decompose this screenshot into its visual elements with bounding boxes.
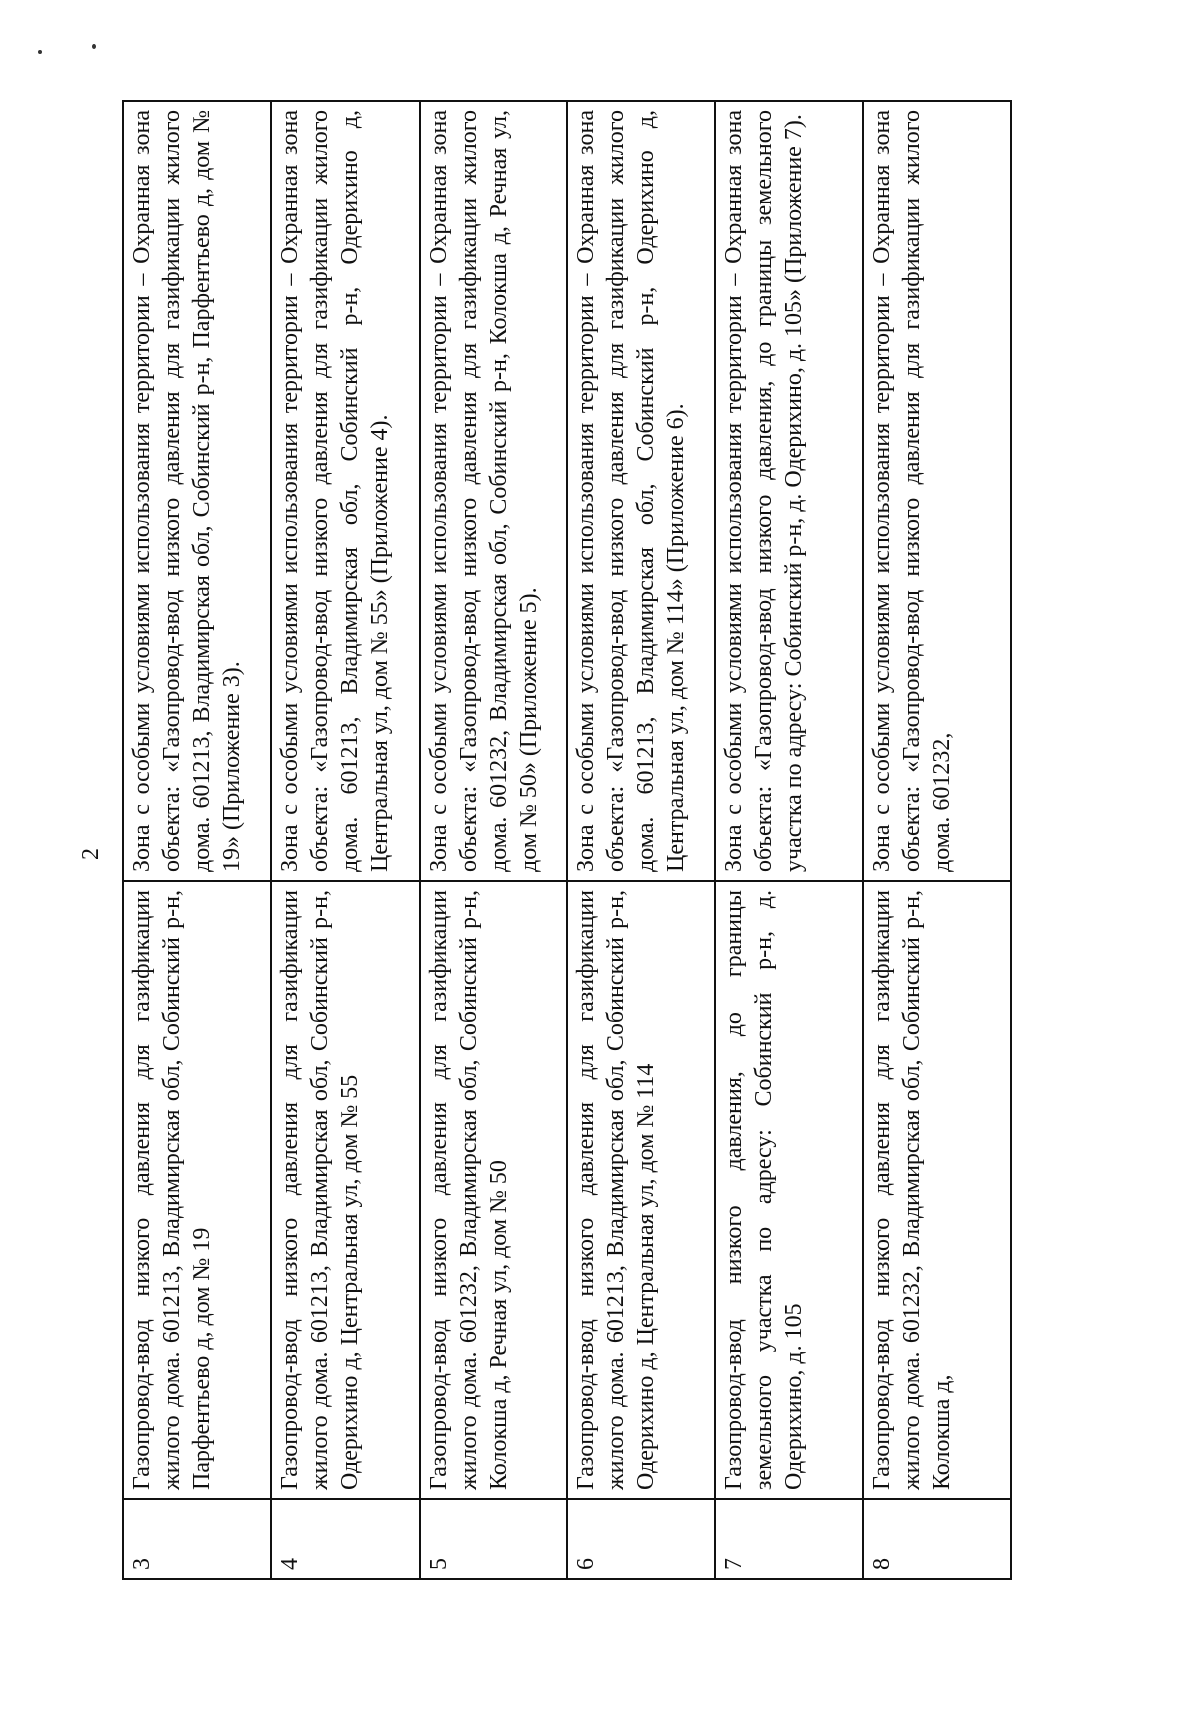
zone-description: Зона с особыми условиями использования территории – Охранная зона объекта: «Газопровод-ввод низкого давления для газификации жилого дома. 601213, Владимирская обл, Собинский р-н, Одерихино д, Центральная ул, дом № 114» (Приложение 6). xyxy=(567,101,715,881)
table-row xyxy=(123,101,271,1579)
zone-description: Зона с особыми условиями использования территории – Охранная зона объекта: «Газопровод-ввод низкого давления, до границы земельного участка по адресу: Собинский р-н, д. Одерихино, д. 105» (Приложение 7). xyxy=(715,101,863,881)
object-description: Газопровод-ввод низкого давления для газификации жилого дома. 601232, Владимирская обл, Собинский р-н, Колокша д, Речная ул, дом № 50 xyxy=(420,881,567,1499)
object-description: Газопровод-ввод низкого давления для газификации жилого дома. 601213, Владимирская обл, Собинский р-н, Одерихино д, Центральная ул, дом № 114 xyxy=(567,881,715,1499)
page-number: 2 xyxy=(78,848,104,860)
zone-description: Зона с особыми условиями использования территории – Охранная зона объекта: «Газопровод-ввод низкого давления для газификации жилого дома. 601232, xyxy=(863,101,1011,881)
object-description: Газопровод-ввод низкого давления для газификации жилого дома. 601213, Владимирская обл, Собинский р-н, Одерихино д, Центральная ул, дом № 55 xyxy=(271,881,420,1499)
row-number: 3 xyxy=(123,1499,271,1579)
object-description: Газопровод-ввод низкого давления для газификации жилого дома. 601232, Владимирская обл, Собинский р-н, Колокша д, xyxy=(863,881,1011,1499)
row-number: 6 xyxy=(567,1499,715,1579)
table-row xyxy=(271,101,420,1579)
zone-description: Зона с особыми условиями использования территории – Охранная зона объекта: «Газопровод-ввод низкого давления для газификации жилого дома. 601213, Владимирская обл, Собинский р-н, Одерихино д, Центральная ул, дом № 55» (Приложение 4). xyxy=(271,101,420,881)
row-number: 4 xyxy=(271,1499,420,1579)
table-row xyxy=(715,101,863,1579)
table-row xyxy=(863,101,1011,1579)
object-description: Газопровод-ввод низкого давления, до границы земельного участка по адресу: Собинский р-н, д. Одерихино, д. 105 xyxy=(715,881,863,1499)
row-number: 7 xyxy=(715,1499,863,1579)
table-row xyxy=(420,101,567,1579)
row-number: 5 xyxy=(420,1499,567,1579)
zone-description: Зона с особыми условиями использования территории – Охранная зона объекта: «Газопровод-ввод низкого давления для газификации жилого дома. 601232, Владимирская обл, Собинский р-н, Колокша д, Речная ул, дом № 50» (Приложение 5). xyxy=(420,101,567,881)
object-description: Газопровод-ввод низкого давления для газификации жилого дома. 601213, Владимирская обл, Собинский р-н, Парфентьево д, дом № 19 xyxy=(123,881,271,1499)
row-number: 8 xyxy=(863,1499,1011,1579)
table-row xyxy=(567,101,715,1579)
zones-table xyxy=(122,100,1012,1580)
zone-description: Зона с особыми условиями использования территории – Охранная зона объекта: «Газопровод-ввод низкого давления для газификации жилого дома. 601213, Владимирская обл, Собинский р-н, Парфентьево д, дом № 19» (Приложение 3). xyxy=(123,101,271,881)
